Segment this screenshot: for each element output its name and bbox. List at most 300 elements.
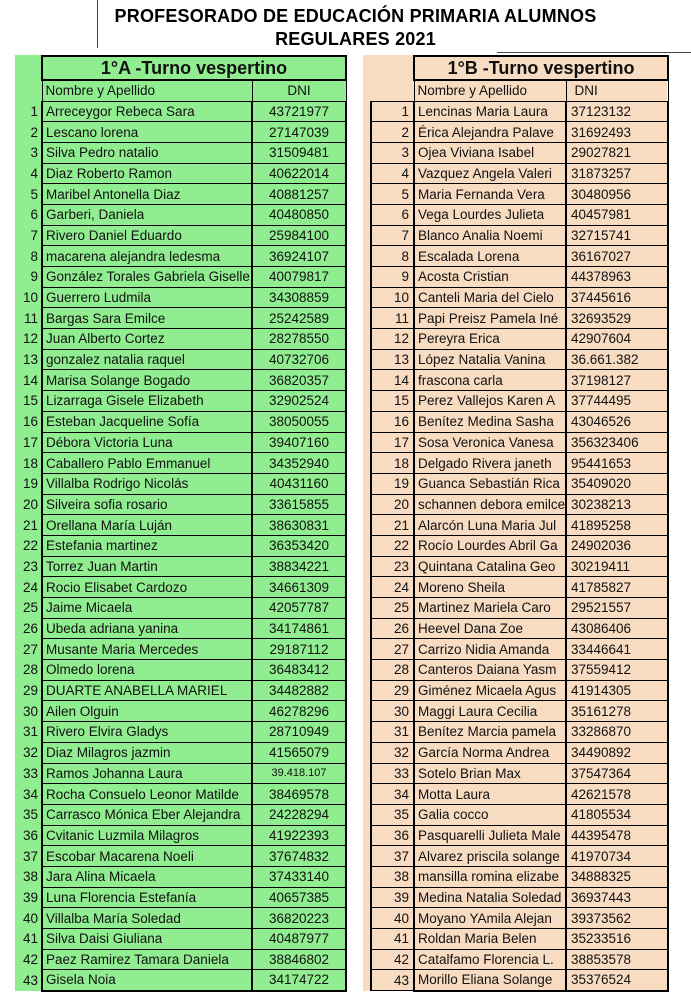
student-dni-cell: 43046526: [566, 411, 668, 432]
student-name-cell: Papi Preisz Pamela Iné: [414, 308, 566, 329]
student-dni-cell: 38469578: [252, 784, 346, 805]
student-name-cell: Lescano lorena: [42, 122, 252, 143]
student-name-cell: Quintana Catalina Geo: [414, 556, 566, 577]
row-number-cell: 42: [371, 949, 414, 970]
student-dni-cell: 28278550: [252, 329, 346, 350]
gutter-spacer: [15, 80, 42, 101]
student-dni-cell: 31692493: [566, 122, 668, 143]
student-dni-cell: 30238213: [566, 494, 668, 515]
row-number-cell: 37: [22, 848, 38, 864]
student-row: [15, 784, 346, 805]
student-row: [371, 101, 668, 122]
student-row: [15, 722, 346, 743]
table-header-row-1a: [15, 56, 346, 80]
row-number-cell: 34: [371, 784, 414, 805]
row-number-cell: 22: [371, 535, 414, 556]
student-dni-cell: 40732706: [252, 349, 346, 370]
student-name-cell: Ojea Viviana Isabel: [414, 142, 566, 163]
student-row: [15, 163, 346, 184]
row-number-cell: 19: [22, 476, 38, 492]
student-row: [371, 763, 668, 784]
row-number-cell: 28: [371, 660, 414, 681]
student-row: [371, 142, 668, 163]
student-name-cell: Débora Victoria Luna: [42, 432, 252, 453]
student-row: [15, 267, 346, 288]
student-row: [371, 784, 668, 805]
row-number-cell: 3: [371, 142, 414, 163]
row-number-cell: 30: [22, 703, 38, 719]
student-dni-cell: 41914305: [566, 680, 668, 701]
row-number-cell: 4: [30, 165, 38, 181]
row-number-cell: 29: [22, 683, 38, 699]
student-row: [371, 453, 668, 474]
page-title: [20, 5, 691, 51]
row-number-cell: 1: [30, 103, 38, 119]
student-dni-cell: 42057787: [252, 598, 346, 619]
gutter-spacer: [371, 56, 414, 80]
row-number-cell: 39: [22, 889, 38, 905]
student-dni-cell: 41785827: [566, 577, 668, 598]
student-row: [15, 701, 346, 722]
row-number-cell: 9: [371, 267, 414, 288]
student-row: [15, 680, 346, 701]
student-name-cell: Villalba Rodrigo Nicolás: [42, 473, 252, 494]
student-name-cell: Estefania martinez: [42, 535, 252, 556]
row-number-cell: 14: [22, 372, 38, 388]
column-header-name: Nombre y Apellido: [414, 80, 566, 101]
row-number-cell: 33: [22, 765, 38, 781]
student-dni-cell: 39373562: [566, 908, 668, 929]
student-name-cell: Torrez Juan Martin: [42, 556, 252, 577]
row-number-cell: 6: [30, 207, 38, 223]
student-dni-cell: 43721977: [252, 101, 346, 122]
student-row: [371, 494, 668, 515]
student-row: [371, 287, 668, 308]
student-dni-cell: 31509481: [252, 142, 346, 163]
student-dni-cell: 34888325: [566, 866, 668, 887]
row-number-cell: 43: [22, 972, 38, 988]
student-row: [15, 494, 346, 515]
student-dni-cell: 34490892: [566, 742, 668, 763]
student-dni-cell: 46278296: [252, 701, 346, 722]
student-row: [15, 866, 346, 887]
student-row: [371, 473, 668, 494]
student-name-cell: Moyano YAmila Alejan: [414, 908, 566, 929]
table-block-1b: [363, 55, 667, 991]
student-dni-cell: 40480850: [252, 204, 346, 225]
student-name-cell: schannen debora emilce: [414, 494, 566, 515]
student-dni-cell: 37433140: [252, 866, 346, 887]
row-number-cell: 32: [22, 745, 38, 761]
student-name-cell: Jara Alina Micaela: [42, 866, 252, 887]
student-row: [371, 163, 668, 184]
student-dni-cell: 40622014: [252, 163, 346, 184]
row-number-cell: 4: [371, 163, 414, 184]
student-dni-cell: 34352940: [252, 453, 346, 474]
student-row: [371, 722, 668, 743]
column-header-row-1b: [371, 80, 668, 101]
student-row: [371, 535, 668, 556]
student-name-cell: Orellana María Luján: [42, 515, 252, 536]
student-name-cell: Paez Ramirez Tamara Daniela: [42, 949, 252, 970]
student-row: [15, 515, 346, 536]
student-row: [15, 473, 346, 494]
student-name-cell: Lencinas Maria Laura: [414, 101, 566, 122]
row-number-cell: 42: [22, 952, 38, 968]
table-block-1a: [15, 55, 346, 991]
student-row: [371, 639, 668, 660]
row-number-cell: 26: [371, 618, 414, 639]
row-number-cell: 39: [371, 887, 414, 908]
student-row: [371, 970, 668, 991]
student-row: [371, 391, 668, 412]
student-row: [15, 453, 346, 474]
student-dni-cell: 31873257: [566, 163, 668, 184]
row-number-cell: 41: [22, 931, 38, 947]
student-row: [15, 577, 346, 598]
student-name-cell: Vazquez Angela Valeri: [414, 163, 566, 184]
column-header-dni: DNI: [252, 80, 346, 101]
row-number-cell: 3: [30, 145, 38, 161]
student-dni-cell: 39.418.107: [252, 763, 346, 784]
student-dni-cell: 33446641: [566, 639, 668, 660]
student-row: [15, 184, 346, 205]
student-dni-cell: 25242589: [252, 308, 346, 329]
row-number-cell: 26: [22, 621, 38, 637]
row-number-cell: 1: [371, 101, 414, 122]
row-number-cell: 43: [371, 970, 414, 991]
row-number-cell: 2: [30, 124, 38, 140]
row-number-cell: 11: [23, 310, 38, 326]
row-number-cell: 2: [371, 122, 414, 143]
student-name-cell: Heevel Dana Zoe: [414, 618, 566, 639]
student-name-cell: mansilla romina elizabe: [414, 866, 566, 887]
student-name-cell: Motta Laura: [414, 784, 566, 805]
student-dni-cell: 95441653: [566, 453, 668, 474]
student-dni-cell: 32902524: [252, 391, 346, 412]
student-name-cell: Guanca Sebastián Rica: [414, 473, 566, 494]
student-name-cell: Alarcón Luna Maria Jul: [414, 515, 566, 536]
student-row: [15, 308, 346, 329]
student-dni-cell: 40079817: [252, 267, 346, 288]
student-row: [15, 556, 346, 577]
student-row: [371, 804, 668, 825]
student-name-cell: Rivero Daniel Eduardo: [42, 225, 252, 246]
student-name-cell: Pereyra Erica: [414, 329, 566, 350]
student-row: [371, 742, 668, 763]
student-name-cell: Luna Florencia Estefanía: [42, 887, 252, 908]
student-row: [371, 184, 668, 205]
student-name-cell: Arreceygor Rebeca Sara: [42, 101, 252, 122]
student-dni-cell: 27147039: [252, 122, 346, 143]
row-number-cell: 35: [371, 804, 414, 825]
student-dni-cell: 24228294: [252, 804, 346, 825]
row-number-cell: 18: [22, 455, 38, 471]
student-dni-cell: 356323406: [566, 432, 668, 453]
student-name-cell: Escalada Lorena: [414, 246, 566, 267]
row-number-cell: 21: [371, 515, 414, 536]
student-name-cell: Rocha Consuelo Leonor Matilde: [42, 784, 252, 805]
student-row: [15, 329, 346, 350]
student-row: [15, 122, 346, 143]
student-dni-cell: 34174722: [252, 970, 346, 991]
student-row: [15, 846, 346, 867]
student-row: [15, 370, 346, 391]
row-number-cell: 31: [22, 724, 38, 740]
student-name-cell: Carrizo Nidia Amanda: [414, 639, 566, 660]
student-row: [371, 701, 668, 722]
student-dni-cell: 37547364: [566, 763, 668, 784]
student-name-cell: Érica Alejandra Palave: [414, 122, 566, 143]
row-number-cell: 23: [22, 558, 38, 574]
student-row: [371, 122, 668, 143]
student-row: [15, 763, 346, 784]
row-number-cell: 28: [22, 662, 38, 678]
student-row: [15, 142, 346, 163]
student-row: [15, 887, 346, 908]
student-row: [15, 949, 346, 970]
student-name-cell: Silveira sofia rosario: [42, 494, 252, 515]
student-name-cell: Canteli Maria del Cielo: [414, 287, 566, 308]
student-dni-cell: 37198127: [566, 370, 668, 391]
student-dni-cell: 41805534: [566, 804, 668, 825]
student-dni-cell: 40431160: [252, 473, 346, 494]
row-number-cell: 15: [371, 391, 414, 412]
student-dni-cell: 36924107: [252, 246, 346, 267]
student-name-cell: Pasquarelli Julieta Male: [414, 825, 566, 846]
student-name-cell: Medina Natalia Soledad: [414, 887, 566, 908]
student-name-cell: Marisa Solange Bogado: [42, 370, 252, 391]
student-dni-cell: 24902036: [566, 535, 668, 556]
student-name-cell: López Natalia Vanina: [414, 349, 566, 370]
column-header-row-1a: [15, 80, 346, 101]
student-row: [371, 680, 668, 701]
row-number-cell: 6: [371, 204, 414, 225]
student-dni-cell: 36820223: [252, 908, 346, 929]
table-title-1a: 1°A -Turno vespertino: [42, 56, 346, 80]
student-name-cell: Maribel Antonella Diaz: [42, 184, 252, 205]
student-name-cell: Guerrero Ludmila: [42, 287, 252, 308]
row-number-cell: 25: [371, 598, 414, 619]
row-number-cell: 10: [22, 290, 38, 306]
column-header-name: Nombre y Apellido: [42, 80, 252, 101]
student-name-cell: Diaz Roberto Ramon: [42, 163, 252, 184]
student-name-cell: García Norma Andrea: [414, 742, 566, 763]
student-dni-cell: 42907604: [566, 329, 668, 350]
student-dni-cell: 34174861: [252, 618, 346, 639]
student-name-cell: Diaz Milagros jazmin: [42, 742, 252, 763]
row-number-cell: 35: [22, 807, 38, 823]
row-number-cell: 16: [371, 411, 414, 432]
row-number-cell: 10: [371, 287, 414, 308]
student-dni-cell: 36.661.382: [566, 349, 668, 370]
student-name-cell: Escobar Macarena Noeli: [42, 846, 252, 867]
row-number-cell: 36: [22, 827, 38, 843]
student-name-cell: Morillo Eliana Solange: [414, 970, 566, 991]
student-name-cell: Musante Maria Mercedes: [42, 639, 252, 660]
student-dni-cell: 35376524: [566, 970, 668, 991]
student-dni-cell: 25984100: [252, 225, 346, 246]
student-name-cell: Ailen Olguin: [42, 701, 252, 722]
student-dni-cell: 34308859: [252, 287, 346, 308]
student-dni-cell: 37445616: [566, 287, 668, 308]
row-number-cell: 36: [371, 825, 414, 846]
row-number-cell: 13: [371, 349, 414, 370]
student-name-cell: Blanco Analia Noemi: [414, 225, 566, 246]
row-number-cell: 15: [22, 393, 38, 409]
table-title-1b: 1°B -Turno vespertino: [414, 56, 668, 80]
student-name-cell: Sotelo Brian Max: [414, 763, 566, 784]
student-dni-cell: 35409020: [566, 473, 668, 494]
row-number-cell: 8: [371, 246, 414, 267]
student-dni-cell: 40881257: [252, 184, 346, 205]
student-name-cell: Galia cocco: [414, 804, 566, 825]
student-name-cell: Ramos Johanna Laura: [42, 763, 252, 784]
student-name-cell: Bargas Sara Emilce: [42, 308, 252, 329]
row-number-cell: 7: [30, 227, 38, 243]
student-dni-cell: 41565079: [252, 742, 346, 763]
row-number-cell: 23: [371, 556, 414, 577]
student-dni-cell: 33615855: [252, 494, 346, 515]
student-dni-cell: 35161278: [566, 701, 668, 722]
student-name-cell: Rocio Elisabet Cardozo: [42, 577, 252, 598]
row-number-cell: 12: [371, 329, 414, 350]
student-dni-cell: 38853578: [566, 949, 668, 970]
student-dni-cell: 40657385: [252, 887, 346, 908]
student-dni-cell: 37123132: [566, 101, 668, 122]
row-number-cell: 37: [371, 846, 414, 867]
row-number-cell: 24: [22, 579, 38, 595]
student-dni-cell: 38630831: [252, 515, 346, 536]
student-dni-cell: 41970734: [566, 846, 668, 867]
student-row: [371, 598, 668, 619]
student-name-cell: Canteros Daiana Yasm: [414, 660, 566, 681]
student-dni-cell: 29187112: [252, 639, 346, 660]
student-dni-cell: 36167027: [566, 246, 668, 267]
student-name-cell: Villalba María Soledad: [42, 908, 252, 929]
gutter-spacer: [15, 56, 42, 80]
student-row: [371, 349, 668, 370]
student-name-cell: Olmedo lorena: [42, 660, 252, 681]
student-row: [371, 556, 668, 577]
student-row: [15, 204, 346, 225]
student-name-cell: Giménez Micaela Agus: [414, 680, 566, 701]
row-number-cell: 41: [371, 929, 414, 950]
row-number-cell: 21: [22, 517, 38, 533]
student-name-cell: Esteban Jacqueline Sofía: [42, 411, 252, 432]
row-number-cell: 17: [371, 432, 414, 453]
student-dni-cell: 35233516: [566, 929, 668, 950]
student-name-cell: Maria Fernanda Vera: [414, 184, 566, 205]
student-row: [15, 225, 346, 246]
row-number-cell: 20: [22, 496, 38, 512]
student-dni-cell: 41922393: [252, 825, 346, 846]
row-number-cell: 31: [371, 722, 414, 743]
row-number-cell: 5: [371, 184, 414, 205]
student-row: [371, 204, 668, 225]
student-name-cell: Silva Pedro natalio: [42, 142, 252, 163]
student-row: [371, 225, 668, 246]
student-name-cell: González Torales Gabriela Giselle: [42, 267, 252, 288]
student-row: [15, 825, 346, 846]
student-dni-cell: 32715741: [566, 225, 668, 246]
gutter-spacer: [371, 80, 414, 101]
student-name-cell: Roldan Maria Belen: [414, 929, 566, 950]
student-row: [15, 432, 346, 453]
student-dni-cell: 36820357: [252, 370, 346, 391]
student-name-cell: Moreno Sheila: [414, 577, 566, 598]
student-dni-cell: 39407160: [252, 432, 346, 453]
grid-line-horizontal: [497, 52, 691, 53]
row-number-cell: 8: [30, 248, 38, 264]
student-dni-cell: 34482882: [252, 680, 346, 701]
row-number-cell: 34: [22, 786, 38, 802]
student-dni-cell: 37744495: [566, 391, 668, 412]
student-row: [371, 515, 668, 536]
student-name-cell: Juan Alberto Cortez: [42, 329, 252, 350]
student-row: [371, 908, 668, 929]
row-number-cell: 5: [30, 186, 38, 202]
student-row: [15, 246, 346, 267]
row-number-cell: 24: [371, 577, 414, 598]
student-name-cell: frascona carla: [414, 370, 566, 391]
column-header-dni: DNI: [566, 80, 668, 101]
student-name-cell: Delgado Rivera janeth: [414, 453, 566, 474]
page-title-line1: PROFESORADO DE EDUCACIÓN PRIMARIA ALUMNOS: [114, 6, 597, 26]
row-number-cell: 33: [371, 763, 414, 784]
student-name-cell: Caballero Pablo Emmanuel: [42, 453, 252, 474]
page-title-line2: REGULARES 2021: [275, 29, 436, 49]
row-number-cell: 40: [371, 908, 414, 929]
student-name-cell: Lizarraga Gisele Elizabeth: [42, 391, 252, 412]
student-row: [15, 639, 346, 660]
student-name-cell: Maggi Laura Cecilia: [414, 701, 566, 722]
student-name-cell: Gisela Noia: [42, 970, 252, 991]
student-name-cell: Rocío Lourdes Abril Ga: [414, 535, 566, 556]
student-name-cell: Garberi, Daniela: [42, 204, 252, 225]
student-name-cell: Silva Daisi Giuliana: [42, 929, 252, 950]
row-number-cell: 20: [371, 494, 414, 515]
student-dni-cell: 37674832: [252, 846, 346, 867]
student-dni-cell: 38846802: [252, 949, 346, 970]
row-number-cell: 12: [22, 331, 38, 347]
student-dni-cell: 38050055: [252, 411, 346, 432]
student-row: [371, 411, 668, 432]
student-row: [371, 618, 668, 639]
student-row: [15, 287, 346, 308]
row-number-cell: 32: [371, 742, 414, 763]
row-number-cell: 19: [371, 473, 414, 494]
student-name-cell: Vega Lourdes Julieta: [414, 204, 566, 225]
students-table-1b: [370, 55, 669, 992]
student-dni-cell: 29521557: [566, 598, 668, 619]
student-row: [371, 866, 668, 887]
student-name-cell: macarena alejandra ledesma: [42, 246, 252, 267]
student-name-cell: DUARTE ANABELLA MARIEL: [42, 680, 252, 701]
student-dni-cell: 40457981: [566, 204, 668, 225]
student-dni-cell: 28710949: [252, 722, 346, 743]
student-row: [15, 970, 346, 991]
student-row: [371, 660, 668, 681]
row-number-cell: 40: [22, 910, 38, 926]
student-name-cell: Perez Vallejos Karen A: [414, 391, 566, 412]
row-number-cell: 30: [371, 701, 414, 722]
row-number-cell: 27: [22, 641, 38, 657]
row-number-cell: 14: [371, 370, 414, 391]
row-number-cell: 13: [22, 352, 38, 368]
student-row: [15, 804, 346, 825]
student-dni-cell: 29027821: [566, 142, 668, 163]
